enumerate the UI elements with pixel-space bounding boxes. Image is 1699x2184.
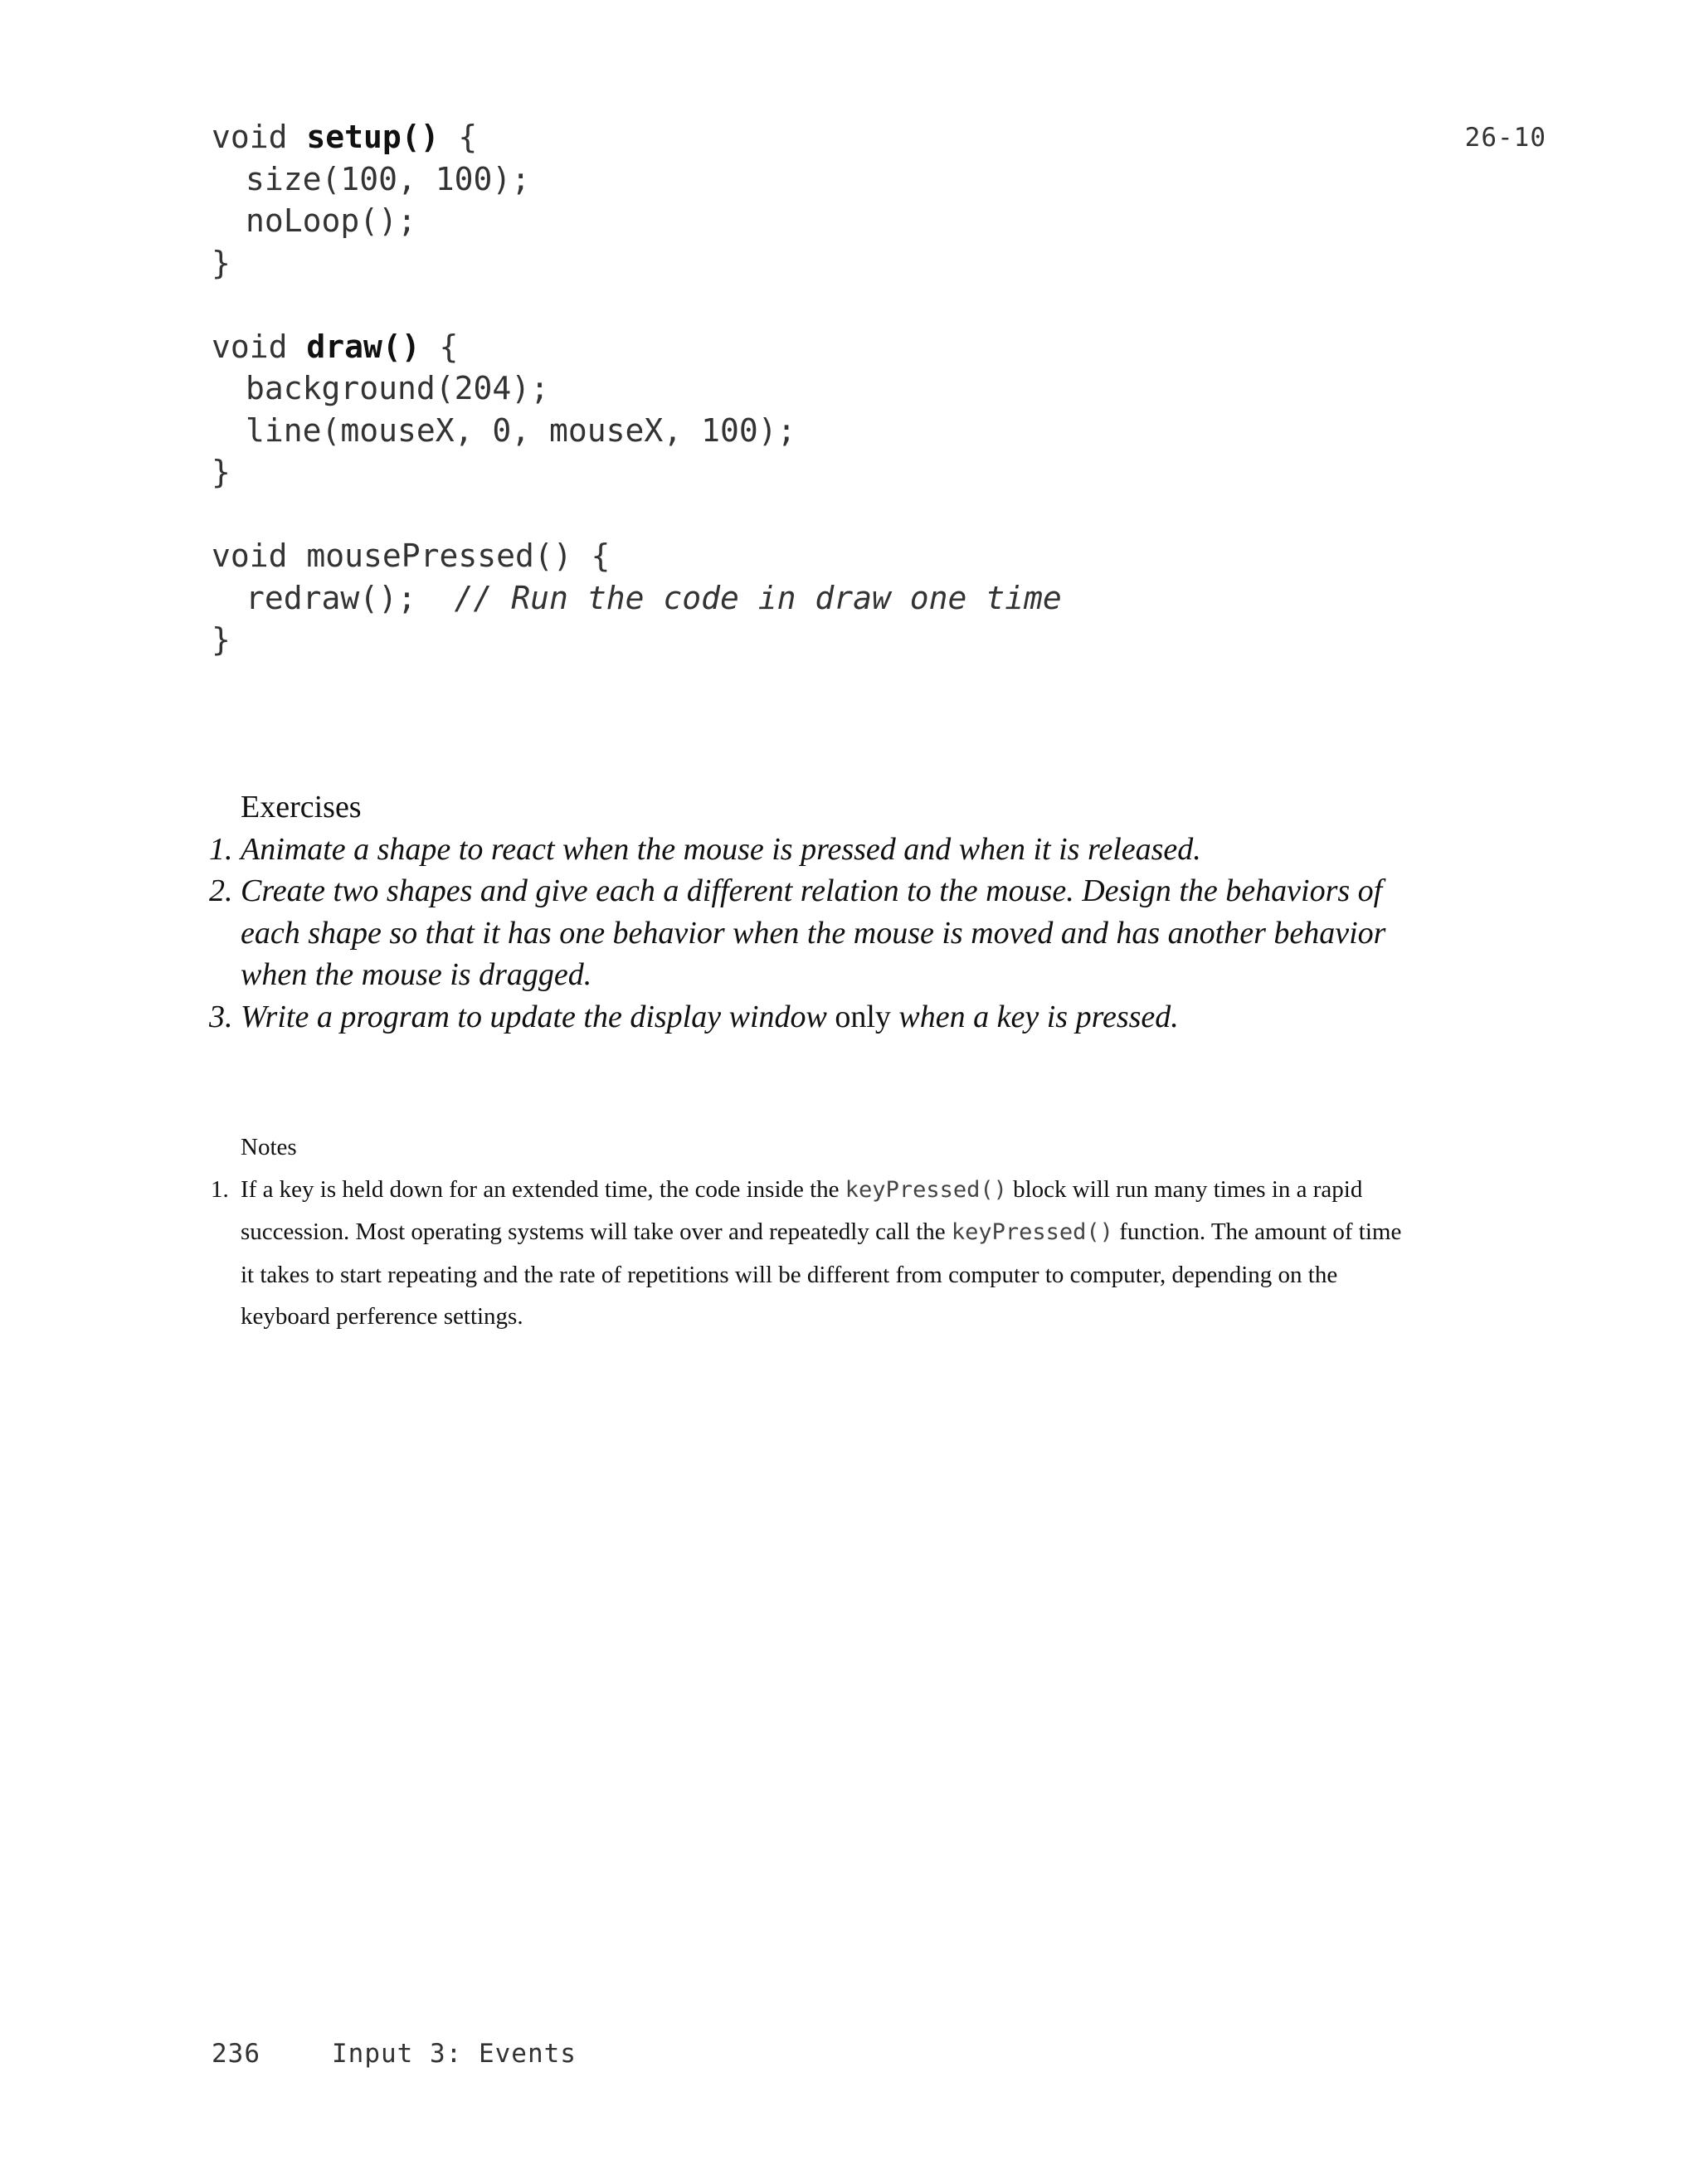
code-line: background(204);	[246, 370, 550, 406]
notes-heading: Notes	[241, 1134, 297, 1160]
exercise-item	[209, 829, 1402, 871]
exercise-text: Create two shapes and give each a different relation to the mouse. Design the behaviors of each shape so that it has one behavior when the mouse is moved and has another behavior when the mouse is dragged.	[241, 873, 1386, 992]
exercise-number: 1.	[209, 831, 233, 867]
function-name: setup()	[306, 119, 440, 155]
note-item	[211, 1169, 1419, 1338]
exercise-number: 2.	[209, 873, 233, 908]
page-number: 236	[212, 2039, 260, 2069]
code-line: }	[212, 244, 231, 281]
page-code: 26-10	[1464, 123, 1546, 153]
code-line: }	[212, 454, 231, 490]
exercise-text: when a key is pressed.	[890, 999, 1179, 1034]
exercise-item	[209, 996, 1402, 1038]
exercise-text: Animate a shape to react when the mouse is pressed and when it is released.	[241, 831, 1201, 867]
code-line: noLoop();	[246, 202, 416, 239]
code-text: {	[420, 328, 459, 365]
notes-section	[211, 1126, 1419, 1338]
inline-code: keyPressed()	[951, 1219, 1113, 1245]
exercise-item	[209, 870, 1402, 996]
note-text: block will run many times in a rapid succession. Most operating systems will take over and repeatedly call the	[241, 1175, 1363, 1245]
exercise-number: 3.	[209, 999, 233, 1034]
exercises-section	[209, 786, 1402, 1038]
code-blank-line	[212, 494, 1062, 536]
code-text: {	[439, 119, 478, 155]
code-text: redraw();	[246, 579, 455, 616]
inline-code: keyPressed()	[845, 1176, 1007, 1203]
exercises-heading: Exercises	[241, 790, 362, 824]
code-line: }	[212, 621, 231, 658]
exercise-emphasis: only	[835, 999, 891, 1034]
function-name: draw()	[306, 328, 421, 365]
code-line: void mousePressed() {	[212, 537, 611, 574]
code-blank-line	[212, 284, 1062, 326]
code-line	[212, 116, 1062, 158]
code-keyword: void	[212, 328, 307, 365]
note-text: If a key is held down for an extended time, the code inside the	[241, 1175, 845, 1203]
code-line: size(100, 100);	[246, 160, 531, 197]
section-title: Input 3: Events	[332, 2039, 577, 2069]
note-text: function. The amount of time it takes to start repeating and the rate of repetitions will be different from computer to computer, depending on the keyboard perference settings.	[241, 1218, 1402, 1330]
code-line	[212, 577, 1062, 620]
exercises-list	[209, 829, 1402, 1038]
exercise-text: Write a program to update the display window	[241, 999, 835, 1034]
code-keyword: void	[212, 119, 307, 155]
code-line	[212, 326, 1062, 368]
code-listing	[212, 116, 1062, 661]
code-comment: // Run the code in draw one time	[454, 579, 1062, 616]
code-line: line(mouseX, 0, mouseX, 100);	[246, 411, 796, 449]
page-footer	[212, 2039, 577, 2069]
note-number: 1.	[211, 1175, 229, 1203]
